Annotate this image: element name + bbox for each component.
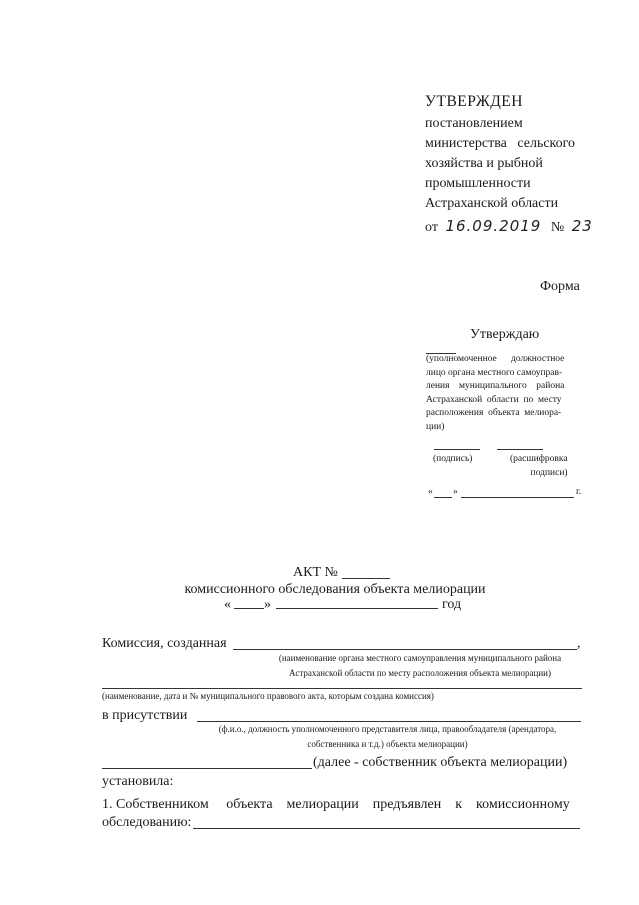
commission-comma: ,	[577, 636, 581, 651]
handwritten-date: 16.09.2019	[445, 217, 542, 235]
act-reference-caption: (наименование, дата и № муниципального правового акта, которым создана комиссия)	[102, 691, 434, 701]
signature-caption: (подпись)	[433, 454, 473, 464]
date-quote-open: «	[428, 487, 433, 497]
act-date-row	[224, 595, 469, 615]
presence-caption-line: собственника и т.д.) объекта мелиорации)	[307, 739, 468, 749]
commission-line	[233, 649, 577, 650]
date-month-line	[461, 497, 561, 498]
affirm-caption-line: Астраханской области по месту	[426, 394, 562, 405]
act-number-line	[342, 578, 390, 579]
commission-label: Комиссия, созданная	[102, 636, 227, 651]
number-prefix: №	[550, 220, 565, 235]
affirm-caption-line: ции)	[426, 421, 445, 432]
act-day-line	[234, 608, 264, 609]
approval-date-row	[425, 216, 595, 238]
act-quote-close: »	[264, 597, 271, 612]
item1-object-line	[193, 828, 580, 829]
affirm-caption-line: расположения объекта мелиора-	[426, 408, 562, 418]
approval-line: постановлением	[425, 116, 523, 131]
item1-line1: 1. Собственником объекта мелиорации предъявлен к комиссионному	[102, 797, 570, 812]
date-prefix: от	[425, 220, 438, 235]
presence-caption	[190, 722, 585, 752]
presence-caption-line: (ф.и.о., должность уполномоченного представителя лица, правообладателя (арендатора,	[218, 724, 557, 734]
affirm-caption	[426, 353, 585, 434]
act-month-line	[276, 608, 438, 609]
decipher-caption-line: (расшифровка	[510, 454, 568, 464]
approval-line: хозяйства и рыбной	[425, 156, 543, 171]
approval-line: Астраханской области	[425, 196, 559, 211]
approval-block	[425, 90, 595, 238]
act-quote-open: «	[224, 597, 231, 612]
affirm-caption-line: лицо органа местного самоуправ-	[426, 367, 563, 378]
commission-caption-line: (наименование органа местного самоуправления муниципального района	[278, 653, 562, 663]
decipher-caption	[510, 453, 568, 480]
presence-label: в присутствии	[102, 708, 188, 723]
handwritten-number: 23	[571, 217, 593, 235]
established-label: установила:	[102, 774, 174, 789]
date-day-line	[434, 497, 452, 498]
approval-line: промышленности	[425, 176, 531, 191]
date-year-line	[549, 497, 574, 498]
affirm-caption-line: ления муниципального района	[426, 381, 565, 391]
decipher-line	[497, 449, 543, 450]
act-subtitle: комиссионного обследования объекта мелиорации	[184, 582, 486, 597]
act-year-label: год	[442, 597, 462, 612]
owner-suffix: (далее - собственник объекта мелиорации)	[313, 755, 568, 770]
approval-line: министерства сельского	[425, 136, 576, 151]
date-quote-close: »	[453, 487, 458, 497]
affirm-caption-line: (уполномоченное должностное	[426, 354, 565, 364]
act-title: АКТ №	[293, 565, 338, 580]
year-suffix: г.	[576, 487, 582, 497]
owner-line	[102, 768, 312, 769]
item1-line2: обследованию:	[102, 815, 192, 830]
form-label: Форма	[540, 279, 580, 294]
approval-title: УТВЕРЖДЕН	[425, 93, 523, 110]
decipher-caption-line: подписи)	[530, 467, 568, 478]
commission-caption	[250, 651, 590, 681]
commission-caption-line: Астраханской области по месту расположения объекта мелиорации)	[289, 668, 551, 678]
affirm-date-row	[428, 486, 583, 500]
signature-line	[434, 449, 480, 450]
affirm-title: Утверждаю	[470, 327, 540, 342]
